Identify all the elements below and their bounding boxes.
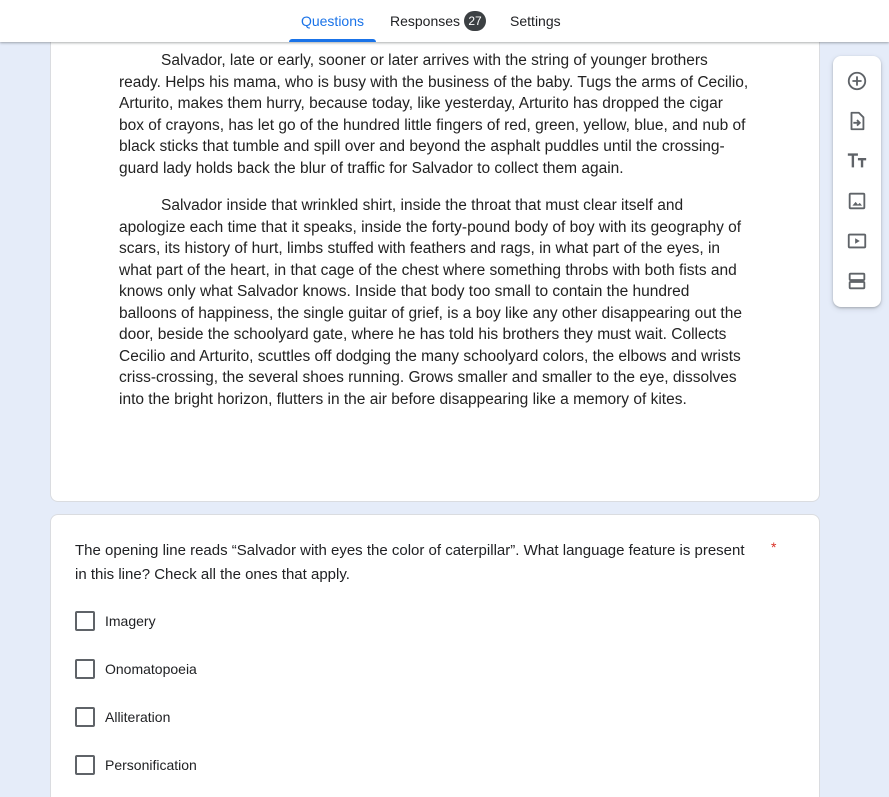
- option-label: Onomatopoeia: [105, 661, 197, 677]
- tab-bar: [289, 0, 571, 42]
- question-title: The opening line reads “Salvador with eyes the color of caterpillar”. What language feature is present in this line? Check all the ones that apply.: [75, 542, 745, 583]
- passage-paragraph-2: Salvador inside that wrinkled shirt, inside the throat that must clear itself and apologize each time that it speaks, inside the forty-pound body of boy with its geography of scars, its history of hurt, limbs stuffed with feathers and rags, in what part of the eyes, in what part of the heart, in that cage of the chest where something throbs with both fists and knows only what Salvador knows. Inside that body too small to contain the hundred balloons of happiness, the single guitar of grief, is a boy like any other disappearing out the door, beside the schoolyard gate, where he has told his brothers they must wait. Collects Cecilio and Arturito, scuttles off dodging the many schoolyard colors, the elbows and wrists criss-crossing, the several shoes running. Grows smaller and smaller to the eye, dissolves into the bright horizon, flutters in the air before disappearing like a memory of kites.: [119, 197, 742, 408]
- tab-questions[interactable]: [289, 0, 376, 42]
- checkbox[interactable]: [75, 755, 95, 775]
- option-label: Personification: [105, 757, 197, 773]
- question-card[interactable]: [50, 514, 820, 797]
- passage-text[interactable]: [119, 50, 749, 426]
- passage-card[interactable]: [50, 20, 820, 502]
- responses-count-badge: 27: [464, 11, 486, 31]
- checkbox[interactable]: [75, 707, 95, 727]
- tab-settings-label: Settings: [510, 13, 561, 29]
- option-alliteration[interactable]: [75, 707, 170, 727]
- tab-responses[interactable]: [376, 0, 500, 42]
- option-personification[interactable]: [75, 755, 197, 775]
- tab-responses-label: Responses: [390, 13, 461, 29]
- add-question-icon[interactable]: [845, 69, 869, 93]
- required-asterisk: *: [771, 539, 777, 555]
- add-section-icon[interactable]: [845, 269, 869, 293]
- add-title-icon[interactable]: [845, 149, 869, 173]
- floating-toolbar: [833, 56, 881, 307]
- import-questions-icon[interactable]: [845, 109, 869, 133]
- tab-questions-label: Questions: [300, 13, 365, 29]
- top-bar: [0, 0, 889, 42]
- add-video-icon[interactable]: [845, 229, 869, 253]
- add-image-icon[interactable]: [845, 189, 869, 213]
- option-label: Alliteration: [105, 709, 171, 725]
- checkbox[interactable]: [75, 659, 95, 679]
- passage-paragraph-1: Salvador, late or early, sooner or later arrives with the string of younger brothers ready. Helps his mama, who is busy with the business of the baby. Tugs the arms of Cecilio, Arturito, makes them hurry, because today, like yesterday, Arturito has dropped the cigar box of crayons, has let go of the hundred little fingers of red, green, yellow, blue, and nub of black sticks that tumble and spill over and beyond the asphalt puddles until the crossing-guard lady holds back the blur of traffic for Salvador to collect them again.: [119, 52, 749, 177]
- option-label: Imagery: [105, 613, 156, 629]
- option-onomatopoeia[interactable]: [75, 659, 197, 679]
- option-imagery[interactable]: [75, 611, 156, 631]
- checkbox[interactable]: [75, 611, 95, 631]
- tab-settings[interactable]: [500, 0, 571, 42]
